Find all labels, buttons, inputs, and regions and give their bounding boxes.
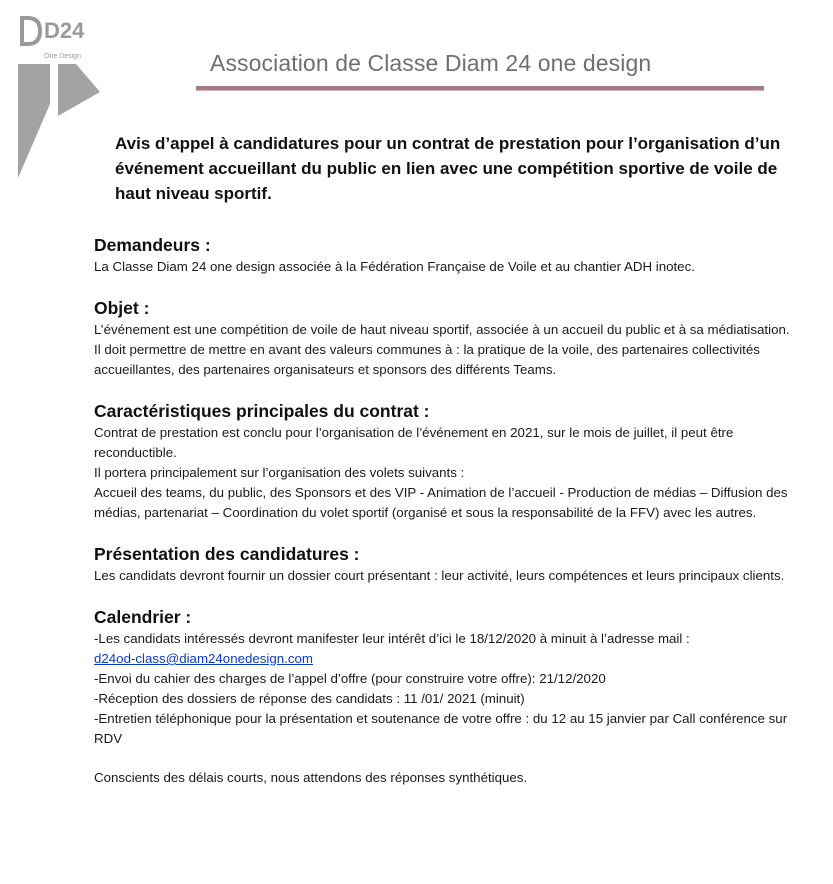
section-calendrier <box>94 605 794 749</box>
closing-statement: Conscients des délais courts, nous attendons des réponses synthétiques. <box>94 770 528 785</box>
logo-subtext: One Design <box>44 53 81 60</box>
section-paragraph: Contrat de prestation est conclu pour l’organisation de l’événement en 2021, sur le mois de juillet, il peut être reconductible. <box>94 425 734 460</box>
contact-email-link[interactable]: d24od-class@diam24onedesign.com <box>94 651 313 666</box>
document-body <box>94 233 794 788</box>
calendar-item: -Réception des dossiers de réponse des candidats : 11 /01/ 2021 (minuit) <box>94 691 525 706</box>
calendar-item: -Entretien téléphonique pour la présentation et soutenance de votre offre : du 12 au 15 janvier par Call conférence sur RDV <box>94 711 788 746</box>
section-demandeurs <box>94 233 794 277</box>
section-paragraph: Il doit permettre de mettre en avant des valeurs communes à : la pratique de la voile, des partenaires collectivités accueillantes, des partenaires organisateurs et sponsors des différents Teams. <box>94 342 760 377</box>
header-divider <box>196 86 764 91</box>
section-caracteristiques <box>94 399 794 523</box>
logo-d-letter <box>20 16 42 46</box>
section-heading: Caractéristiques principales du contrat : <box>94 401 430 421</box>
section-objet <box>94 296 794 380</box>
association-title: Association de Classe Diam 24 one design <box>210 50 652 76</box>
section-heading: Demandeurs : <box>94 235 211 255</box>
section-heading: Calendrier : <box>94 607 192 627</box>
section-paragraph: Il portera principalement sur l’organisation des volets suivants : <box>94 465 465 480</box>
section-heading: Objet : <box>94 298 150 318</box>
document-headline: Avis d’appel à candidatures pour un contrat de prestation pour l’organisation d’un événement accueillant du public en lien avec une compétition sportive de voile de haut niveau sportif. <box>115 134 781 203</box>
section-presentation <box>94 542 794 586</box>
logo-number: D24 <box>44 18 85 43</box>
calendar-item: -Les candidats intéressés devront manifester leur intérêt d’ici le 18/12/2020 à minuit à l’adresse mail : <box>94 631 690 646</box>
logo-diamond-left <box>18 64 50 178</box>
section-heading: Présentation des candidatures : <box>94 544 360 564</box>
logo-diamond-right <box>58 64 100 116</box>
d24-logo <box>14 8 104 184</box>
section-paragraph: Les candidats devront fournir un dossier court présentant : leur activité, leurs compétences et leurs principaux clients. <box>94 568 785 583</box>
section-paragraph: Accueil des teams, du public, des Sponsors et des VIP - Animation de l’accueil - Production de médias – Diffusion des médias, partenariat – Coordination du volet sportif (organisé et sous la responsabilité de la FFV) avec les autres. <box>94 485 788 520</box>
section-paragraph: L’événement est une compétition de voile de haut niveau sportif, associée à un accueil du public et à sa médiatisation. <box>94 322 790 337</box>
calendar-item: -Envoi du cahier des charges de l’appel d’offre (pour construire votre offre): 21/12/2020 <box>94 671 606 686</box>
section-paragraph: La Classe Diam 24 one design associée à la Fédération Française de Voile et au chantier ADH inotec. <box>94 259 695 274</box>
